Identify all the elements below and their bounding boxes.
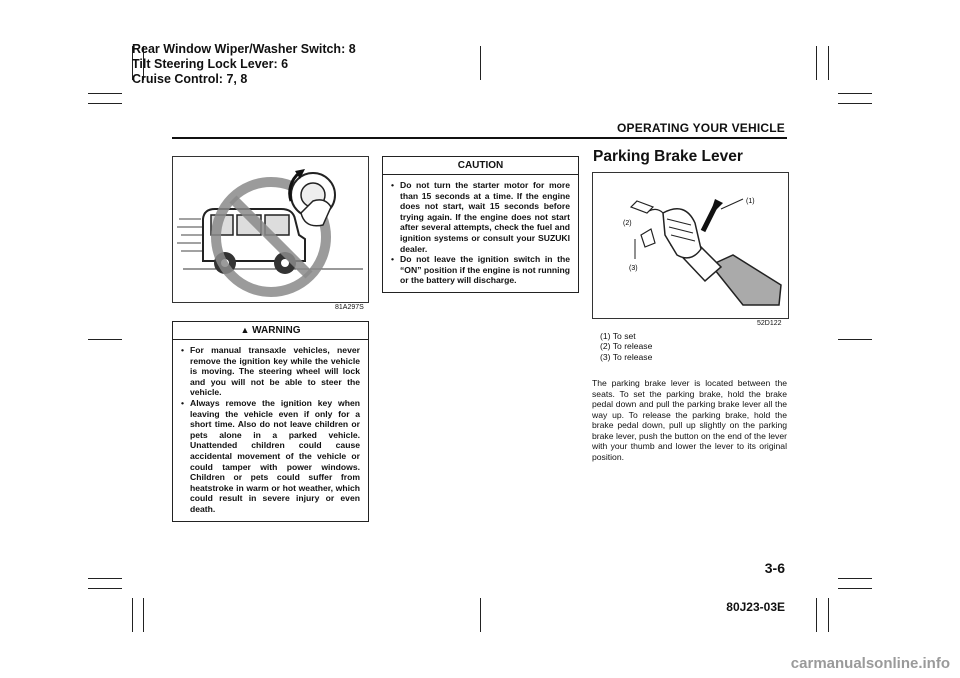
header-index-line: Cruise Control: 7, 8 — [132, 72, 248, 86]
figure-no-key-removal — [172, 156, 369, 303]
header-index-line: Tilt Steering Lock Lever: 6 — [132, 57, 289, 71]
crop-mark — [838, 578, 872, 579]
car-key-prohibited-illustration — [173, 157, 368, 302]
crop-mark — [838, 339, 872, 340]
figure-parking-brake — [592, 172, 789, 319]
crop-mark — [480, 598, 481, 632]
crop-mark — [88, 93, 122, 94]
crop-mark — [132, 598, 133, 632]
crop-mark — [828, 598, 829, 632]
crop-mark — [838, 93, 872, 94]
parking-brake-heading: Parking Brake Lever — [593, 148, 743, 165]
callout-2: (2) — [623, 220, 632, 227]
callout-3: (3) — [629, 265, 638, 272]
warning-list — [173, 340, 368, 521]
header-index-line: Rear Window Wiper/Washer Switch: 8 — [132, 42, 356, 56]
caution-item: • Do not leave the ignition switch in the “ON” position if the engine is not running or the battery will discharge. — [400, 254, 570, 286]
crop-mark — [88, 103, 122, 104]
header-index — [132, 42, 356, 87]
page-number: 3-6 — [764, 560, 785, 576]
legend-item: (1) To set — [600, 331, 636, 341]
crop-mark — [480, 46, 481, 80]
parking-brake-legend — [600, 331, 652, 362]
header-rule — [172, 137, 787, 139]
figure-code: 52D122 — [757, 320, 782, 327]
crop-mark — [816, 46, 817, 80]
warning-title: WARNING — [252, 325, 301, 336]
warning-header — [173, 322, 368, 340]
caution-header: CAUTION — [383, 157, 578, 175]
warning-box — [172, 321, 369, 522]
caution-list — [383, 175, 578, 292]
warning-item: • For manual transaxle vehicles, never remove the ignition key while the vehicle is moving. The steering wheel will lock and you will not be able to steer the vehicle. — [190, 345, 360, 398]
crop-mark — [143, 598, 144, 632]
crop-mark — [88, 578, 122, 579]
document-code: 80J23-03E — [726, 600, 785, 614]
crop-mark — [838, 103, 872, 104]
parking-brake-paragraph: The parking brake lever is located between the seats. To set the parking brake, hold the brake pedal down and pull the parking brake lever all the way up. To release the parking brake, hold the brake pedal down, pull up slightly on the parking brake lever, push the button on the end of the lever with your thumb and lower the lever to its original position. — [592, 378, 787, 462]
figure-code: 81A297S — [335, 304, 364, 311]
crop-mark — [838, 588, 872, 589]
parking-brake-illustration — [593, 173, 788, 318]
crop-mark — [828, 46, 829, 80]
section-title: OPERATING YOUR VEHICLE — [617, 121, 785, 135]
callout-1: (1) — [746, 198, 755, 205]
crop-mark — [816, 598, 817, 632]
legend-item: (2) To release — [600, 341, 653, 352]
caution-box — [382, 156, 579, 293]
caution-item: • Do not turn the starter motor for more than 15 seconds at a time. If the engine does not start, wait 15 seconds before trying again. If the engine does not start after several attempts, check the fuel and ignition systems or consult your SUZUKI dealer. — [400, 180, 570, 254]
legend-item: (3) To release — [600, 351, 653, 362]
watermark: carmanualsonline.info — [790, 655, 950, 672]
crop-mark — [88, 339, 122, 340]
crop-mark — [88, 588, 122, 589]
warning-triangle-icon: ▲ — [240, 325, 250, 335]
warning-item: • Always remove the ignition key when leaving the vehicle even if only for a short time. Also do not leave children or pets alone in a parked vehicle. Unattended children could cause accidental movement of the vehicle or could tamper with power windows. Children or pets could suffer from heatstroke in warm or hot weather, which could result in severe injury or even death. — [190, 398, 360, 515]
